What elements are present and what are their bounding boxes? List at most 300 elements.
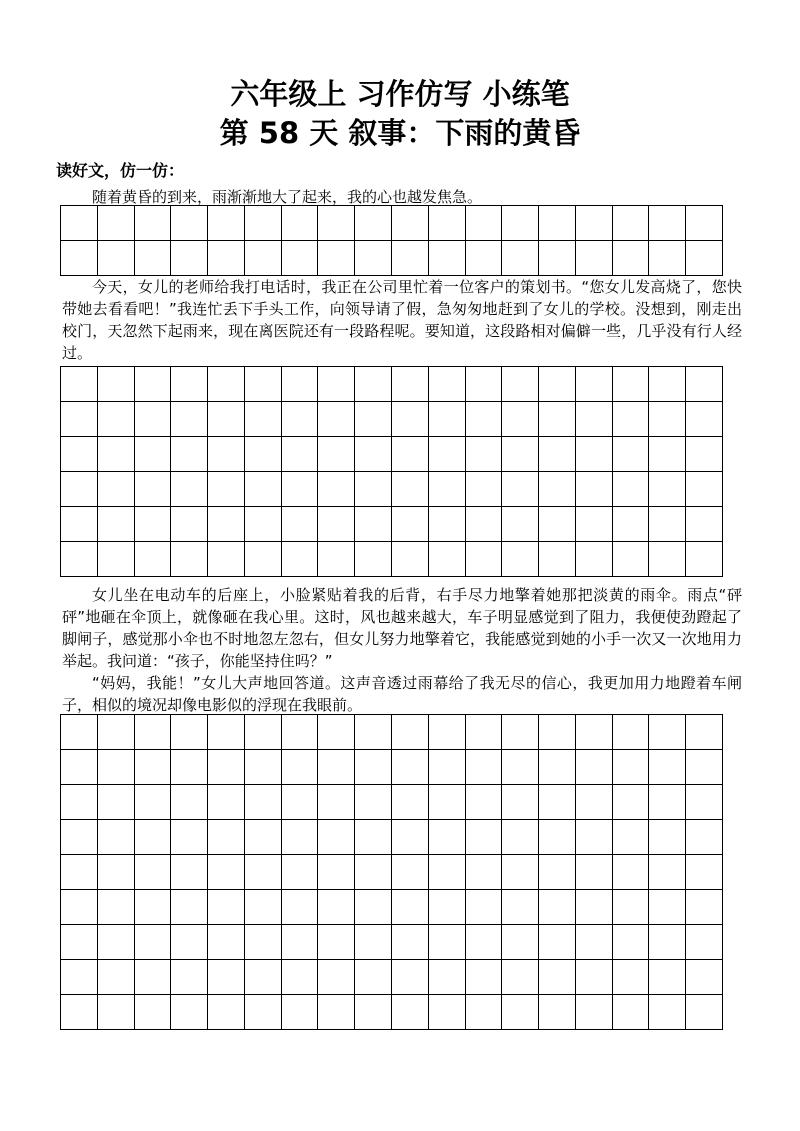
grid-cell[interactable] — [98, 715, 135, 750]
grid-cell[interactable] — [466, 715, 503, 750]
grid-cell[interactable] — [649, 890, 686, 925]
grid-cell[interactable] — [392, 472, 429, 507]
grid-cell[interactable] — [576, 437, 613, 472]
grid-cell[interactable] — [613, 367, 650, 402]
grid-cell[interactable] — [245, 367, 282, 402]
grid-cell[interactable] — [502, 472, 539, 507]
grid-cell[interactable] — [613, 890, 650, 925]
grid-cell[interactable] — [502, 367, 539, 402]
writing-grid-2[interactable] — [60, 366, 723, 577]
grid-cell[interactable] — [135, 542, 172, 577]
grid-cell[interactable] — [466, 750, 503, 785]
grid-cell[interactable] — [61, 855, 98, 890]
grid-cell[interactable] — [135, 785, 172, 820]
grid-cell[interactable] — [466, 206, 503, 241]
grid-cell[interactable] — [318, 995, 355, 1030]
grid-cell[interactable] — [686, 925, 723, 960]
grid-cell[interactable] — [613, 402, 650, 437]
grid-cell[interactable] — [135, 750, 172, 785]
grid-cell[interactable] — [135, 472, 172, 507]
grid-cell[interactable] — [208, 241, 245, 276]
grid-cell[interactable] — [282, 542, 319, 577]
grid-cell[interactable] — [282, 890, 319, 925]
grid-cell[interactable] — [135, 855, 172, 890]
grid-cell[interactable] — [318, 367, 355, 402]
grid-cell[interactable] — [539, 890, 576, 925]
grid-cell[interactable] — [208, 855, 245, 890]
grid-cell[interactable] — [61, 785, 98, 820]
grid-cell[interactable] — [466, 855, 503, 890]
grid-cell[interactable] — [61, 472, 98, 507]
grid-cell[interactable] — [355, 437, 392, 472]
grid-cell[interactable] — [392, 855, 429, 890]
grid-cell[interactable] — [318, 437, 355, 472]
grid-cell[interactable] — [98, 820, 135, 855]
grid-cell[interactable] — [171, 402, 208, 437]
grid-cell[interactable] — [502, 785, 539, 820]
grid-cell[interactable] — [318, 402, 355, 437]
grid-cell[interactable] — [208, 507, 245, 542]
grid-cell[interactable] — [171, 437, 208, 472]
grid-cell[interactable] — [466, 402, 503, 437]
grid-cell[interactable] — [539, 507, 576, 542]
grid-cell[interactable] — [355, 995, 392, 1030]
grid-cell[interactable] — [245, 960, 282, 995]
grid-cell[interactable] — [282, 241, 319, 276]
grid-cell[interactable] — [171, 785, 208, 820]
grid-cell[interactable] — [429, 402, 466, 437]
grid-cell[interactable] — [686, 542, 723, 577]
grid-cell[interactable] — [171, 507, 208, 542]
grid-cell[interactable] — [171, 472, 208, 507]
grid-cell[interactable] — [686, 367, 723, 402]
grid-cell[interactable] — [649, 402, 686, 437]
grid-cell[interactable] — [355, 855, 392, 890]
grid-cell[interactable] — [98, 367, 135, 402]
grid-cell[interactable] — [576, 750, 613, 785]
grid-cell[interactable] — [171, 241, 208, 276]
grid-cell[interactable] — [208, 750, 245, 785]
grid-cell[interactable] — [502, 715, 539, 750]
grid-cell[interactable] — [502, 507, 539, 542]
grid-cell[interactable] — [61, 750, 98, 785]
grid-cell[interactable] — [392, 206, 429, 241]
grid-cell[interactable] — [245, 820, 282, 855]
grid-cell[interactable] — [245, 472, 282, 507]
grid-cell[interactable] — [502, 995, 539, 1030]
grid-cell[interactable] — [98, 437, 135, 472]
grid-cell[interactable] — [502, 820, 539, 855]
grid-cell[interactable] — [61, 507, 98, 542]
grid-cell[interactable] — [208, 960, 245, 995]
grid-cell[interactable] — [502, 437, 539, 472]
grid-cell[interactable] — [135, 437, 172, 472]
writing-grid-1[interactable] — [60, 205, 723, 276]
grid-cell[interactable] — [466, 472, 503, 507]
grid-cell[interactable] — [355, 890, 392, 925]
grid-cell[interactable] — [502, 925, 539, 960]
grid-cell[interactable] — [355, 715, 392, 750]
grid-cell[interactable] — [649, 472, 686, 507]
grid-cell[interactable] — [135, 367, 172, 402]
grid-cell[interactable] — [649, 750, 686, 785]
grid-cell[interactable] — [613, 820, 650, 855]
grid-cell[interactable] — [539, 367, 576, 402]
grid-cell[interactable] — [282, 925, 319, 960]
grid-cell[interactable] — [318, 925, 355, 960]
grid-cell[interactable] — [466, 890, 503, 925]
grid-cell[interactable] — [429, 367, 466, 402]
grid-cell[interactable] — [502, 402, 539, 437]
grid-cell[interactable] — [576, 542, 613, 577]
grid-cell[interactable] — [686, 995, 723, 1030]
grid-cell[interactable] — [171, 542, 208, 577]
grid-cell[interactable] — [355, 960, 392, 995]
grid-cell[interactable] — [61, 241, 98, 276]
grid-cell[interactable] — [686, 715, 723, 750]
grid-cell[interactable] — [282, 472, 319, 507]
grid-cell[interactable] — [466, 925, 503, 960]
grid-cell[interactable] — [613, 715, 650, 750]
grid-cell[interactable] — [245, 855, 282, 890]
grid-cell[interactable] — [613, 437, 650, 472]
grid-cell[interactable] — [429, 507, 466, 542]
grid-cell[interactable] — [282, 367, 319, 402]
grid-cell[interactable] — [171, 995, 208, 1030]
grid-cell[interactable] — [649, 785, 686, 820]
grid-cell[interactable] — [613, 507, 650, 542]
grid-cell[interactable] — [355, 241, 392, 276]
grid-cell[interactable] — [429, 785, 466, 820]
grid-cell[interactable] — [208, 542, 245, 577]
grid-cell[interactable] — [502, 855, 539, 890]
grid-cell[interactable] — [282, 995, 319, 1030]
grid-cell[interactable] — [98, 402, 135, 437]
grid-cell[interactable] — [466, 241, 503, 276]
grid-cell[interactable] — [98, 241, 135, 276]
grid-cell[interactable] — [613, 995, 650, 1030]
grid-cell[interactable] — [208, 367, 245, 402]
grid-cell[interactable] — [466, 542, 503, 577]
grid-cell[interactable] — [355, 750, 392, 785]
grid-cell[interactable] — [355, 206, 392, 241]
grid-cell[interactable] — [61, 995, 98, 1030]
grid-cell[interactable] — [429, 890, 466, 925]
grid-cell[interactable] — [135, 995, 172, 1030]
grid-cell[interactable] — [98, 855, 135, 890]
grid-cell[interactable] — [392, 715, 429, 750]
grid-cell[interactable] — [576, 855, 613, 890]
grid-cell[interactable] — [649, 960, 686, 995]
grid-cell[interactable] — [245, 507, 282, 542]
grid-cell[interactable] — [429, 472, 466, 507]
grid-cell[interactable] — [686, 960, 723, 995]
grid-cell[interactable] — [649, 925, 686, 960]
grid-cell[interactable] — [61, 890, 98, 925]
grid-cell[interactable] — [649, 715, 686, 750]
grid-cell[interactable] — [98, 890, 135, 925]
grid-cell[interactable] — [318, 715, 355, 750]
grid-cell[interactable] — [576, 367, 613, 402]
grid-cell[interactable] — [135, 206, 172, 241]
grid-cell[interactable] — [135, 925, 172, 960]
grid-cell[interactable] — [208, 472, 245, 507]
grid-cell[interactable] — [318, 750, 355, 785]
grid-cell[interactable] — [576, 206, 613, 241]
grid-cell[interactable] — [61, 820, 98, 855]
grid-cell[interactable] — [392, 367, 429, 402]
grid-cell[interactable] — [171, 960, 208, 995]
grid-cell[interactable] — [649, 507, 686, 542]
grid-cell[interactable] — [649, 995, 686, 1030]
grid-cell[interactable] — [171, 206, 208, 241]
grid-cell[interactable] — [282, 206, 319, 241]
grid-cell[interactable] — [135, 960, 172, 995]
grid-cell[interactable] — [576, 715, 613, 750]
grid-cell[interactable] — [245, 750, 282, 785]
grid-cell[interactable] — [649, 820, 686, 855]
grid-cell[interactable] — [245, 785, 282, 820]
grid-cell[interactable] — [539, 995, 576, 1030]
grid-cell[interactable] — [135, 507, 172, 542]
grid-cell[interactable] — [539, 820, 576, 855]
grid-cell[interactable] — [135, 241, 172, 276]
grid-cell[interactable] — [613, 206, 650, 241]
grid-cell[interactable] — [576, 890, 613, 925]
grid-cell[interactable] — [686, 890, 723, 925]
grid-cell[interactable] — [576, 472, 613, 507]
grid-cell[interactable] — [392, 542, 429, 577]
grid-cell[interactable] — [245, 206, 282, 241]
grid-cell[interactable] — [686, 507, 723, 542]
grid-cell[interactable] — [649, 437, 686, 472]
grid-cell[interactable] — [539, 960, 576, 995]
grid-cell[interactable] — [392, 241, 429, 276]
grid-cell[interactable] — [539, 542, 576, 577]
grid-cell[interactable] — [466, 820, 503, 855]
grid-cell[interactable] — [208, 402, 245, 437]
grid-cell[interactable] — [502, 750, 539, 785]
grid-cell[interactable] — [61, 367, 98, 402]
grid-cell[interactable] — [61, 437, 98, 472]
grid-cell[interactable] — [245, 715, 282, 750]
grid-cell[interactable] — [135, 820, 172, 855]
grid-cell[interactable] — [355, 785, 392, 820]
grid-cell[interactable] — [208, 785, 245, 820]
grid-cell[interactable] — [429, 715, 466, 750]
grid-cell[interactable] — [208, 995, 245, 1030]
grid-cell[interactable] — [539, 402, 576, 437]
grid-cell[interactable] — [686, 206, 723, 241]
grid-cell[interactable] — [392, 890, 429, 925]
grid-cell[interactable] — [392, 750, 429, 785]
grid-cell[interactable] — [98, 206, 135, 241]
grid-cell[interactable] — [429, 750, 466, 785]
grid-cell[interactable] — [135, 890, 172, 925]
grid-cell[interactable] — [576, 995, 613, 1030]
grid-cell[interactable] — [576, 820, 613, 855]
grid-cell[interactable] — [171, 750, 208, 785]
grid-cell[interactable] — [613, 855, 650, 890]
grid-cell[interactable] — [686, 437, 723, 472]
grid-cell[interactable] — [649, 855, 686, 890]
grid-cell[interactable] — [576, 507, 613, 542]
grid-cell[interactable] — [282, 715, 319, 750]
grid-cell[interactable] — [318, 206, 355, 241]
grid-cell[interactable] — [355, 507, 392, 542]
grid-cell[interactable] — [686, 402, 723, 437]
grid-cell[interactable] — [245, 925, 282, 960]
grid-cell[interactable] — [429, 925, 466, 960]
grid-cell[interactable] — [686, 820, 723, 855]
grid-cell[interactable] — [392, 507, 429, 542]
grid-cell[interactable] — [98, 750, 135, 785]
grid-cell[interactable] — [208, 437, 245, 472]
grid-cell[interactable] — [245, 890, 282, 925]
grid-cell[interactable] — [466, 995, 503, 1030]
grid-cell[interactable] — [686, 855, 723, 890]
grid-cell[interactable] — [613, 925, 650, 960]
grid-cell[interactable] — [613, 750, 650, 785]
grid-cell[interactable] — [466, 367, 503, 402]
grid-cell[interactable] — [576, 402, 613, 437]
grid-cell[interactable] — [502, 960, 539, 995]
grid-cell[interactable] — [466, 507, 503, 542]
grid-cell[interactable] — [502, 890, 539, 925]
grid-cell[interactable] — [576, 241, 613, 276]
grid-cell[interactable] — [171, 890, 208, 925]
grid-cell[interactable] — [429, 960, 466, 995]
grid-cell[interactable] — [135, 402, 172, 437]
grid-cell[interactable] — [318, 241, 355, 276]
grid-cell[interactable] — [355, 820, 392, 855]
grid-cell[interactable] — [686, 472, 723, 507]
grid-cell[interactable] — [539, 925, 576, 960]
grid-cell[interactable] — [282, 960, 319, 995]
grid-cell[interactable] — [539, 750, 576, 785]
grid-cell[interactable] — [539, 785, 576, 820]
grid-cell[interactable] — [686, 750, 723, 785]
grid-cell[interactable] — [539, 472, 576, 507]
grid-cell[interactable] — [649, 241, 686, 276]
grid-cell[interactable] — [539, 206, 576, 241]
grid-cell[interactable] — [576, 960, 613, 995]
grid-cell[interactable] — [208, 206, 245, 241]
grid-cell[interactable] — [245, 437, 282, 472]
grid-cell[interactable] — [318, 472, 355, 507]
grid-cell[interactable] — [318, 890, 355, 925]
grid-cell[interactable] — [282, 437, 319, 472]
grid-cell[interactable] — [282, 785, 319, 820]
grid-cell[interactable] — [98, 542, 135, 577]
grid-cell[interactable] — [502, 241, 539, 276]
grid-cell[interactable] — [649, 542, 686, 577]
grid-cell[interactable] — [539, 437, 576, 472]
grid-cell[interactable] — [61, 542, 98, 577]
grid-cell[interactable] — [61, 960, 98, 995]
grid-cell[interactable] — [613, 960, 650, 995]
grid-cell[interactable] — [98, 507, 135, 542]
grid-cell[interactable] — [392, 960, 429, 995]
grid-cell[interactable] — [429, 206, 466, 241]
grid-cell[interactable] — [282, 855, 319, 890]
grid-cell[interactable] — [429, 995, 466, 1030]
grid-cell[interactable] — [61, 715, 98, 750]
grid-cell[interactable] — [576, 785, 613, 820]
grid-cell[interactable] — [613, 241, 650, 276]
grid-cell[interactable] — [171, 820, 208, 855]
grid-cell[interactable] — [318, 785, 355, 820]
grid-cell[interactable] — [245, 241, 282, 276]
grid-cell[interactable] — [61, 206, 98, 241]
grid-cell[interactable] — [392, 820, 429, 855]
grid-cell[interactable] — [355, 402, 392, 437]
grid-cell[interactable] — [282, 750, 319, 785]
grid-cell[interactable] — [429, 820, 466, 855]
grid-cell[interactable] — [539, 715, 576, 750]
writing-grid-3[interactable] — [60, 714, 723, 1030]
grid-cell[interactable] — [318, 820, 355, 855]
grid-cell[interactable] — [392, 925, 429, 960]
grid-cell[interactable] — [171, 925, 208, 960]
grid-cell[interactable] — [613, 472, 650, 507]
grid-cell[interactable] — [392, 995, 429, 1030]
grid-cell[interactable] — [355, 472, 392, 507]
grid-cell[interactable] — [98, 960, 135, 995]
grid-cell[interactable] — [466, 437, 503, 472]
grid-cell[interactable] — [171, 855, 208, 890]
grid-cell[interactable] — [171, 715, 208, 750]
grid-cell[interactable] — [466, 785, 503, 820]
grid-cell[interactable] — [392, 402, 429, 437]
grid-cell[interactable] — [392, 785, 429, 820]
grid-cell[interactable] — [318, 960, 355, 995]
grid-cell[interactable] — [576, 925, 613, 960]
grid-cell[interactable] — [208, 820, 245, 855]
grid-cell[interactable] — [318, 855, 355, 890]
grid-cell[interactable] — [429, 542, 466, 577]
grid-cell[interactable] — [613, 785, 650, 820]
grid-cell[interactable] — [355, 542, 392, 577]
grid-cell[interactable] — [539, 855, 576, 890]
grid-cell[interactable] — [245, 542, 282, 577]
grid-cell[interactable] — [282, 820, 319, 855]
grid-cell[interactable] — [392, 437, 429, 472]
grid-cell[interactable] — [466, 960, 503, 995]
grid-cell[interactable] — [61, 925, 98, 960]
grid-cell[interactable] — [355, 367, 392, 402]
grid-cell[interactable] — [649, 206, 686, 241]
grid-cell[interactable] — [355, 925, 392, 960]
grid-cell[interactable] — [98, 995, 135, 1030]
grid-cell[interactable] — [686, 241, 723, 276]
grid-cell[interactable] — [98, 472, 135, 507]
grid-cell[interactable] — [686, 785, 723, 820]
grid-cell[interactable] — [282, 507, 319, 542]
grid-cell[interactable] — [98, 785, 135, 820]
grid-cell[interactable] — [429, 437, 466, 472]
grid-cell[interactable] — [539, 241, 576, 276]
grid-cell[interactable] — [318, 542, 355, 577]
grid-cell[interactable] — [282, 402, 319, 437]
grid-cell[interactable] — [208, 715, 245, 750]
grid-cell[interactable] — [208, 925, 245, 960]
grid-cell[interactable] — [171, 367, 208, 402]
grid-cell[interactable] — [649, 367, 686, 402]
grid-cell[interactable] — [245, 995, 282, 1030]
grid-cell[interactable] — [61, 402, 98, 437]
grid-cell[interactable] — [318, 507, 355, 542]
